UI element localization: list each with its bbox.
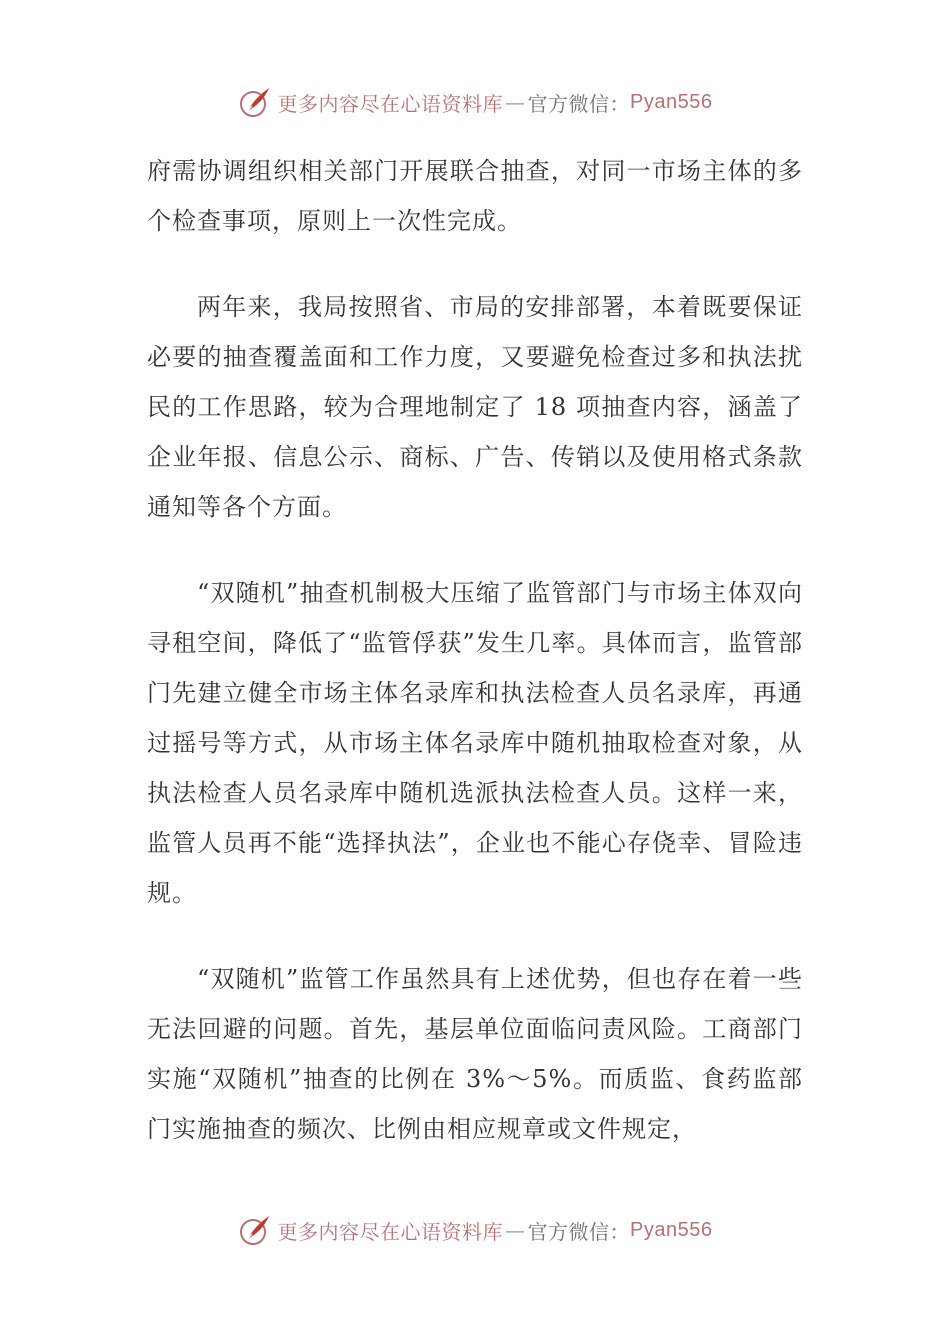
watermark-wechat-id: Pyan556 [630, 1218, 713, 1241]
quill-pen-logo-icon [238, 1213, 272, 1247]
paragraph-gap [147, 246, 803, 282]
paragraph-double-random-mechanism: “双随机”抽查机制极大压缩了监管部门与市场主体双向寻租空间，降低了“监管俘获”发生几率。具体而言，监管部门先建立健全市场主体名录库和执法检查人员名录库，再通过摇号等方式，从市场主体名录库中随机抽取检查对象，从执法检查人员名录库中随机选派执法检查人员。这样一来，监管人员再不能“选择执法”，企业也不能心存侥幸、冒险违规。 [147, 579, 803, 907]
header-watermark [0, 82, 950, 122]
paragraph-gap [147, 532, 803, 568]
document-body [147, 146, 803, 1154]
watermark-wechat-id: Pyan556 [630, 90, 713, 113]
watermark-dash: — [505, 90, 526, 114]
watermark-label: 官方微信： [527, 91, 631, 116]
watermark-brand: 更多内容尽在心语资料库 [277, 1219, 504, 1244]
paragraph-problems: “双随机”监管工作虽然具有上述优势，但也存在着一些无法回避的问题。首先，基层单位面临问责风险。工商部门实施“双随机”抽查的比例在 3%～5%。而质监、食药监部门实施抽查的频次、比例由相应规章或文件规定， [147, 965, 803, 1143]
watermark-dash: — [505, 1218, 526, 1242]
quill-pen-logo-icon [238, 85, 272, 119]
footer-watermark [0, 1210, 950, 1250]
paragraph-continuation: 府需协调组织相关部门开展联合抽查，对同一市场主体的多个检查事项，原则上一次性完成。 [147, 157, 803, 235]
paragraph-gap [147, 918, 803, 954]
paragraph-two-years: 两年来，我局按照省、市局的安排部署，本着既要保证必要的抽查覆盖面和工作力度，又要避免检查过多和执法扰民的工作思路，较为合理地制定了 18 项抽查内容，涵盖了企业年报、信息公示、商标、广告、传销以及使用格式条款通知等各个方面。 [147, 293, 803, 521]
watermark-label: 官方微信： [527, 1219, 631, 1244]
watermark-brand: 更多内容尽在心语资料库 [277, 91, 504, 116]
